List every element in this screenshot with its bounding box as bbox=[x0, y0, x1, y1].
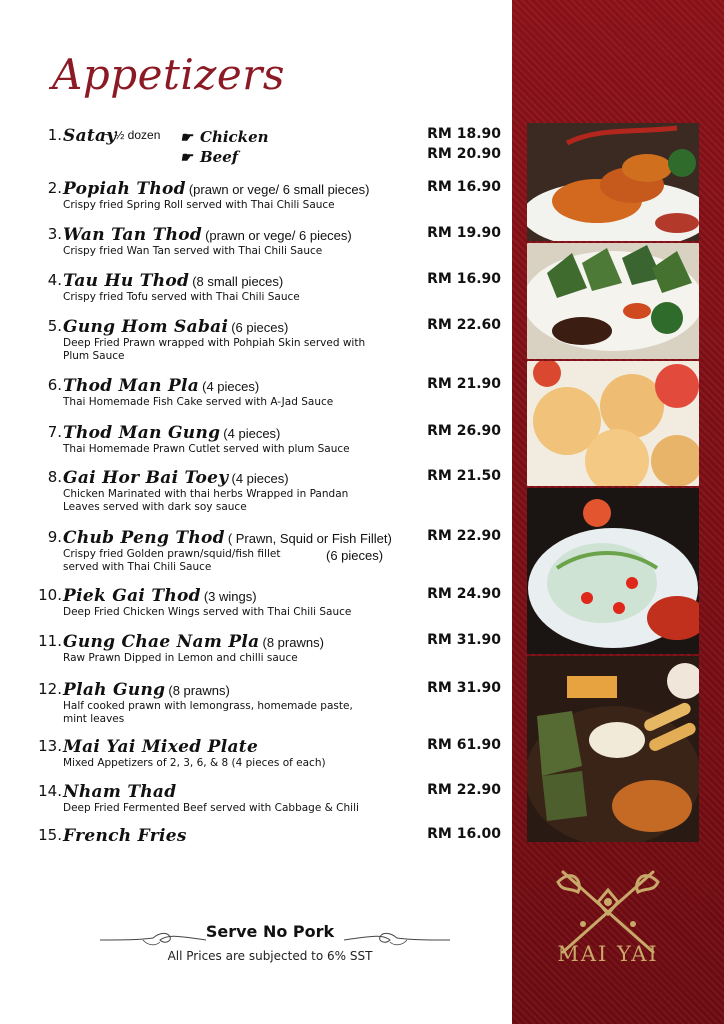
item-number: 11. bbox=[38, 632, 62, 650]
item-number: 8. bbox=[47, 468, 62, 486]
item-name: Plah Gung bbox=[63, 680, 166, 700]
item-name: Gung Chae Nam Pla bbox=[63, 632, 260, 652]
item-note: (8 prawns) bbox=[168, 683, 230, 698]
item-description: Half cooked prawn with lemongrass, homemade paste, mint leaves bbox=[63, 700, 353, 725]
item-extra: (6 pieces) bbox=[326, 548, 384, 563]
item-name: Chub Peng Thod bbox=[63, 528, 225, 548]
item-name: Gai Hor Bai Toey bbox=[63, 468, 229, 488]
item-price: RM 21.90 bbox=[427, 376, 501, 392]
item-price: RM 22.90 bbox=[427, 528, 501, 544]
option-beef: Beef bbox=[200, 148, 239, 166]
item-number: 15. bbox=[38, 826, 62, 844]
item-number: 5. bbox=[47, 317, 62, 335]
item-name: Wan Tan Thod bbox=[63, 225, 203, 245]
item-number: 4. bbox=[47, 271, 62, 289]
item-price: RM 16.00 bbox=[427, 826, 501, 842]
food-photo-fish-cake bbox=[527, 361, 699, 486]
item-note: (prawn or vege/ 6 pieces) bbox=[205, 228, 352, 243]
item-price: RM 31.90 bbox=[427, 632, 501, 648]
item-name: Gung Hom Sabai bbox=[63, 317, 229, 337]
item-number: 3. bbox=[47, 225, 62, 243]
item-number: 14. bbox=[38, 782, 62, 800]
pointing-hand-icon: ☛ bbox=[180, 150, 193, 166]
item-name: Tau Hu Thod bbox=[63, 271, 190, 291]
item-description: Raw Prawn Dipped in Lemon and chilli sauce bbox=[63, 652, 298, 664]
item-note: (4 pieces) bbox=[223, 426, 281, 441]
item-name: Popiah Thod bbox=[63, 179, 186, 199]
item-note: (8 prawns) bbox=[262, 635, 324, 650]
item-number: 12. bbox=[38, 680, 62, 698]
item-name: Piek Gai Thod bbox=[63, 586, 201, 606]
item-price: RM 26.90 bbox=[427, 423, 501, 439]
item-number: 10. bbox=[38, 586, 62, 604]
item-price-beef: RM 20.90 bbox=[427, 146, 501, 162]
item-name: Satay bbox=[63, 126, 117, 146]
food-photo-raw-prawn bbox=[527, 488, 699, 654]
item-note: (4 pieces) bbox=[202, 379, 260, 394]
item-note: ( Prawn, Squid or Fish Fillet) bbox=[227, 531, 392, 546]
item-description: Crispy fried Wan Tan served with Thai Chili Sauce bbox=[63, 245, 323, 257]
item-description: Crispy fried Golden prawn/squid/fish fillet served with Thai Chili Sauce bbox=[63, 548, 281, 573]
food-photo-mixed-plate bbox=[527, 656, 699, 842]
item-name: Nham Thad bbox=[63, 782, 177, 802]
item-note: (prawn or vege/ 6 small pieces) bbox=[188, 182, 370, 197]
satay-portion: ~ ½ dozen bbox=[104, 128, 161, 142]
item-price: RM 18.90 bbox=[427, 126, 501, 142]
item-price: RM 21.50 bbox=[427, 468, 501, 484]
item-name: Mai Yai Mixed Plate bbox=[63, 737, 259, 757]
item-number: 9. bbox=[47, 528, 62, 546]
item-note: (3 wings) bbox=[203, 589, 257, 604]
item-description: Deep Fried Prawn wrapped with Pohpiah Skin served with Plum Sauce bbox=[63, 337, 366, 362]
sst-notice: All Prices are subjected to 6% SST bbox=[167, 949, 373, 963]
item-price: RM 16.90 bbox=[427, 179, 501, 195]
item-price: RM 22.90 bbox=[427, 782, 501, 798]
page-title: Appetizers bbox=[52, 50, 285, 99]
item-price: RM 61.90 bbox=[427, 737, 501, 753]
item-number: 7. bbox=[47, 423, 62, 441]
item-price: RM 22.60 bbox=[427, 317, 501, 333]
item-name: French Fries bbox=[63, 826, 187, 846]
item-price: RM 31.90 bbox=[427, 680, 501, 696]
item-description: Mixed Appetizers of 2, 3, 6, & 8 (4 pieces of each) bbox=[63, 757, 326, 769]
item-description: Deep Fried Fermented Beef served with Cabbage & Chili bbox=[63, 802, 359, 814]
logo-wordmark: MAI YAI bbox=[557, 942, 659, 966]
pointing-hand-icon: ☛ bbox=[180, 130, 193, 146]
option-chicken: Chicken bbox=[200, 128, 269, 146]
item-number: 13. bbox=[38, 737, 62, 755]
no-pork-notice: Serve No Pork bbox=[205, 922, 335, 941]
item-name: Thod Man Pla bbox=[63, 376, 200, 396]
item-number: 2. bbox=[47, 179, 62, 197]
food-photo-pandan-chicken bbox=[527, 243, 699, 359]
item-description: Crispy fried Spring Roll served with Thai Chili Sauce bbox=[63, 199, 335, 211]
item-description: Crispy fried Tofu served with Thai Chili Sauce bbox=[63, 291, 300, 303]
item-price: RM 16.90 bbox=[427, 271, 501, 287]
item-price: RM 24.90 bbox=[427, 586, 501, 602]
item-price: RM 19.90 bbox=[427, 225, 501, 241]
footer bbox=[90, 922, 450, 963]
item-description: Thai Homemade Fish Cake served with A-Jad Sauce bbox=[63, 396, 334, 408]
item-name: Thod Man Gung bbox=[63, 423, 221, 443]
food-photo-satay bbox=[527, 123, 699, 241]
item-note: (6 pieces) bbox=[231, 320, 289, 335]
item-description: Chicken Marinated with thai herbs Wrapped in Pandan Leaves served with dark soy sauce bbox=[63, 488, 349, 513]
item-note: (8 small pieces) bbox=[192, 274, 284, 289]
item-note: (4 pieces) bbox=[231, 471, 289, 486]
item-number: 1. bbox=[47, 126, 62, 144]
item-number: 6. bbox=[47, 376, 62, 394]
item-description: Deep Fried Chicken Wings served with Thai Chili Sauce bbox=[63, 606, 352, 618]
item-description: Thai Homemade Prawn Cutlet served with plum Sauce bbox=[63, 443, 350, 455]
